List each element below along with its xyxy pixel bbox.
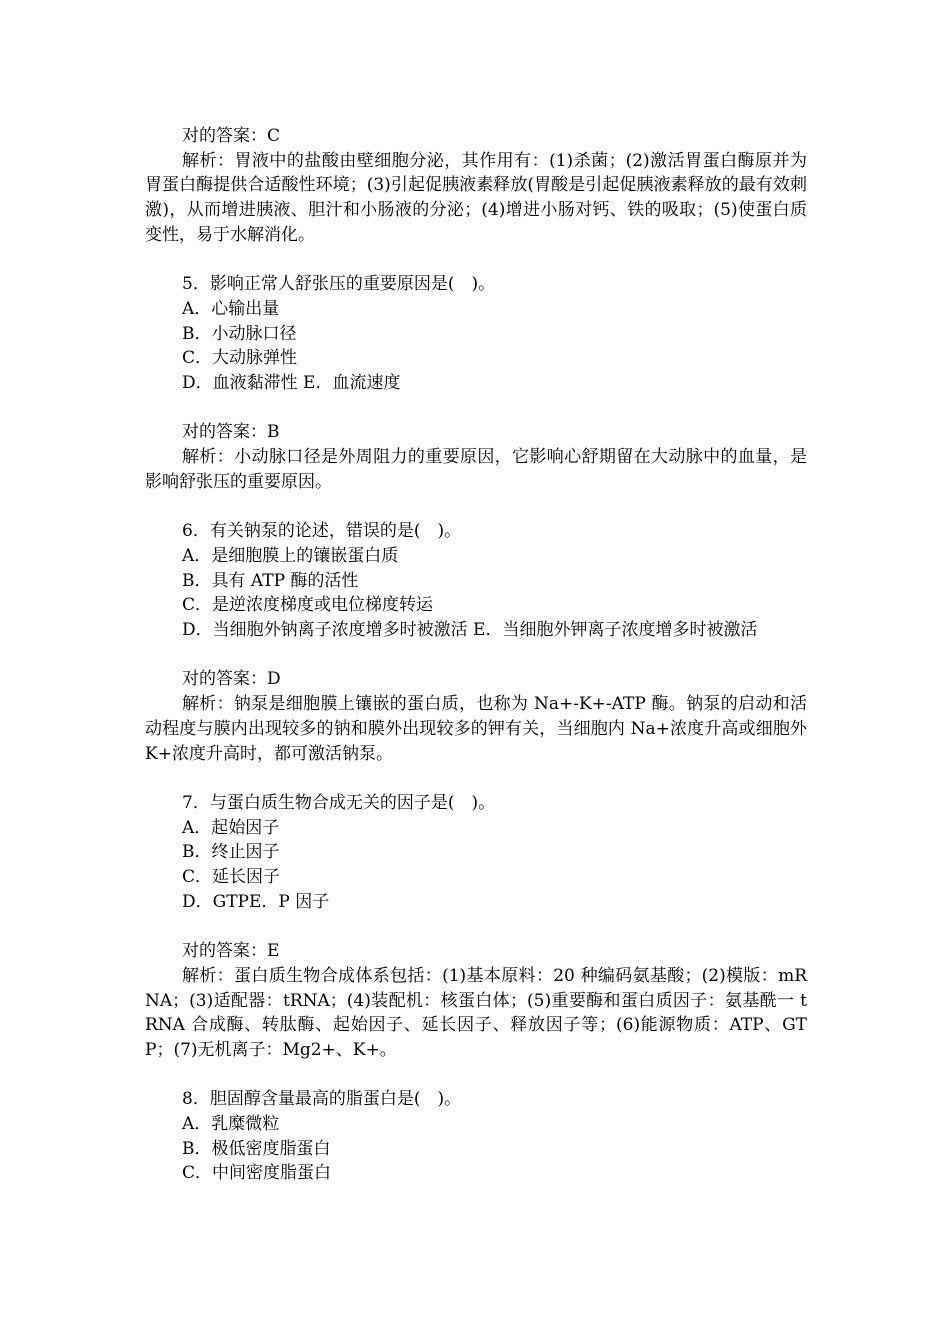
spacer xyxy=(145,396,807,421)
q7-option-c: C．延长因子 xyxy=(182,867,281,888)
q8-option-c: C．中间密度脂蛋白 xyxy=(182,1163,332,1184)
q6-option-de: D．当细胞外钠离子浓度增多时被激活 E．当细胞外钾离子浓度增多时被激活 xyxy=(182,620,758,641)
analysis-q5: 解析：小动脉口径是外周阻力的重要原因，它影响心舒期留在大动脉中的血量，是影响舒张压的重要原因。 xyxy=(145,447,807,492)
q8-option-b: B．极低密度脂蛋白 xyxy=(182,1138,331,1159)
q5-option-de: D．血液黏滞性 E．血流速度 xyxy=(182,373,401,394)
spacer xyxy=(145,643,807,668)
question-7: 7．与蛋白质生物合成无关的因子是( )。 xyxy=(182,792,496,813)
q6-option-c: C．是逆浓度梯度或电位梯度转运 xyxy=(182,595,434,616)
spacer xyxy=(145,914,807,939)
q5-option-b: B．小动脉口径 xyxy=(182,323,297,344)
spacer xyxy=(145,495,807,520)
q7-option-a: A．起始因子 xyxy=(182,817,280,838)
answer-q6: 对的答案：D xyxy=(182,669,281,690)
document-body xyxy=(145,124,807,1186)
answer-q5: 对的答案：B xyxy=(182,422,280,443)
spacer xyxy=(145,248,807,273)
question-5: 5．影响正常人舒张压的重要原因是( )。 xyxy=(182,274,496,295)
spacer xyxy=(145,766,807,791)
question-8: 8．胆固醇含量最高的脂蛋白是( )。 xyxy=(182,1089,462,1110)
q5-option-a: A．心输出量 xyxy=(182,298,280,319)
answer-q7: 对的答案：E xyxy=(182,941,280,962)
spacer xyxy=(145,1063,807,1088)
analysis-q7: 解析：蛋白质生物合成体系包括：(1)基本原料：20 种编码氨基酸；(2)模版：mRNA；(3)适配器：tRNA；(4)装配机：核蛋白体；(5)重要酶和蛋白质因子：氨基酰一 tRNA 合成酶、转肽酶、起始因子、延长因子、释放因子等；(6)能源物质：ATP、GTP；(7)无机离子：Mg2+、K+。 xyxy=(145,965,807,1060)
answer-q4: 对的答案：C xyxy=(182,126,281,146)
q6-option-a: A．是细胞膜上的镶嵌蛋白质 xyxy=(182,545,399,566)
q8-option-a: A．乳糜微粒 xyxy=(182,1114,280,1135)
q7-option-b: B．终止因子 xyxy=(182,842,280,863)
question-6: 6．有关钠泵的论述，错误的是( )。 xyxy=(182,521,462,542)
q5-option-c: C．大动脉弹性 xyxy=(182,348,298,369)
analysis-q4: 解析：胃液中的盐酸由壁细胞分泌，其作用有：(1)杀菌；(2)激活胃蛋白酶原并为胃蛋白酶提供合适酸性环境；(3)引起促胰液素释放(胃酸是引起促胰液素释放的最有效刺激)，从而增进胰液、胆汁和小肠液的分泌；(4)增进小肠对钙、铁的吸取；(5)使蛋白质变性，易于水解消化。 xyxy=(145,150,807,245)
q6-option-b: B．具有 ATP 酶的活性 xyxy=(182,570,359,591)
q7-option-de: D．GTPE．P 因子 xyxy=(182,891,330,912)
analysis-q6: 解析：钠泵是细胞膜上镶嵌的蛋白质，也称为 Na+-K+-ATP 酶。钠泵的启动和活动程度与膜内出现较多的钠和膜外出现较多的钾有关，当细胞内 Na+浓度升高或细胞外 K+浓度升高时，都可激活钠泵。 xyxy=(145,694,807,764)
